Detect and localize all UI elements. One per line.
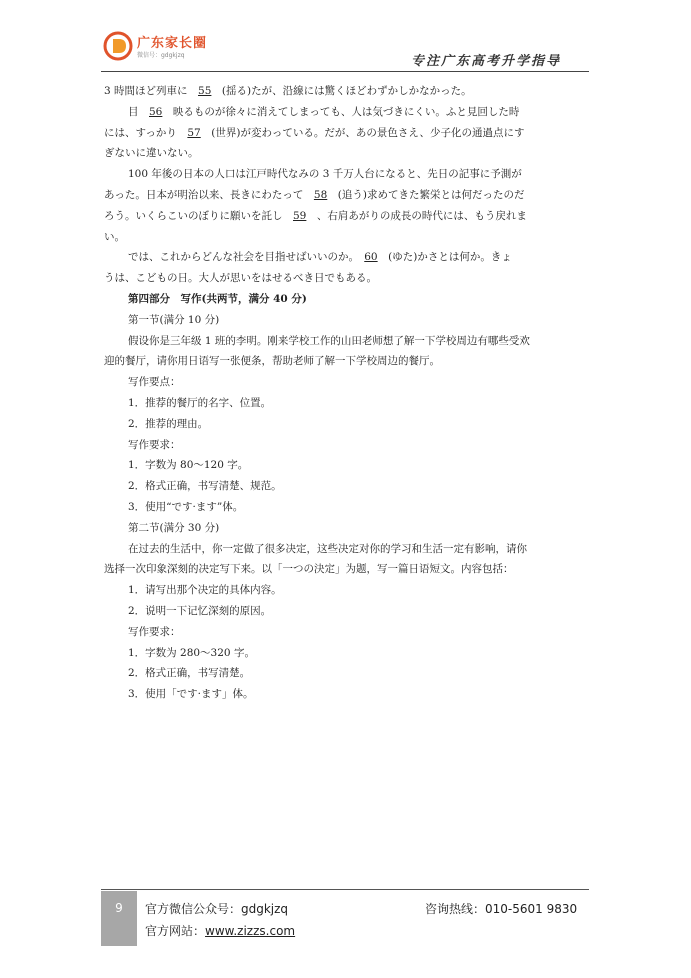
passage-line: ろう。いくらこいのぼりに願いを託し 59 、右肩あがりの成長の時代には、もう戻れま	[104, 209, 527, 222]
page-number: 9	[101, 891, 137, 946]
footer-wechat: 官方微信公众号：gdgkjzq	[145, 902, 289, 916]
list-item: 2．说明一下记忆深刻的原因。	[128, 604, 272, 617]
logo-text: 广东家长圈	[137, 36, 208, 51]
list-item: 1．字数为 280～320 字。	[128, 646, 255, 659]
footer-website	[145, 922, 295, 939]
passage-line: ぎないに違いない。	[104, 147, 199, 160]
task-text: 假设你是三年级 1 班的李明。刚来学校工作的山田老师想了解一下学校周边有哪些受欢	[128, 334, 530, 347]
passage-line: あった。日本が明治以来、長きにわたって 58 (追う)求めてきた繁栄とは何だったのだ	[104, 188, 525, 201]
blank-58: 58	[313, 188, 328, 201]
logo-subtext: 微信号：gdgkjzq	[137, 52, 185, 59]
passage-line: 目 56 映るものが徐々に消えてしまっても、人は気づきにくい。ふと見回した時	[128, 105, 520, 118]
subsection-heading: 第二节(满分 30 分)	[128, 521, 220, 534]
header-slogan: 专注广东高考升学指导	[411, 54, 562, 69]
list-item: 3．使用“です·ます”体。	[128, 500, 244, 513]
footer-hotline: 咨询热线：010-5601 9830	[425, 902, 578, 916]
requirements-label: 写作要求：	[128, 625, 181, 638]
passage-line: では、これからどんな社会を目指せばいいのか。 60 (ゆた)かさとは何か。きょ	[128, 251, 512, 264]
task-text: 选择一次印象深刻的决定写下来。以「一つの決定」为题，写一篇日语短文。内容包括：	[104, 563, 514, 576]
passage-line: い。	[104, 230, 125, 243]
list-item: 2．格式正确，书写清楚、规范。	[128, 480, 282, 493]
points-label: 写作要点：	[128, 376, 181, 389]
blank-60: 60	[364, 251, 378, 264]
list-item: 1．字数为 80～120 字。	[128, 459, 249, 472]
footer-divider	[101, 889, 589, 890]
section-heading: 第四部分 写作(共两节，满分 40 分)	[128, 292, 307, 305]
passage-line: には、すっかり 57 (世界)が変わっている。だが、あの景色さえ、少子化の通過点にす	[104, 126, 525, 139]
task-text: 迎的餐厅，请你用日语写一张便条，帮助老师了解一下学校周边的餐厅。	[104, 355, 440, 368]
blank-59: 59	[293, 209, 307, 222]
list-item: 3．使用「です·ます」体。	[128, 688, 254, 701]
passage-line: 3 時間ほど列車に 55 (揺る)たが、沿線には驚くほどわずかしかなかった。	[104, 85, 472, 97]
header-divider	[101, 71, 589, 72]
logo-icon	[103, 31, 133, 61]
blank-57: 57	[187, 126, 201, 139]
list-item: 2．格式正确，书写清楚。	[128, 667, 251, 680]
passage-line: うは、こどもの日。大人が思いをはせるべき日でもある。	[104, 272, 377, 285]
page-header	[0, 0, 691, 80]
passage-line: 100 年後の日本の人口は江戸時代なみの 3 千万人台になると、先日の記事に予測が	[128, 168, 522, 181]
footer-site-label: 官方网站：	[145, 924, 206, 938]
requirements-label: 写作要求：	[128, 438, 181, 451]
page-content	[104, 81, 590, 705]
blank-56: 56	[149, 105, 163, 118]
task-text: 在过去的生活中，你一定做了很多决定，这些决定对你的学习和生活一定有影响，请你	[128, 542, 527, 555]
footer-site-link[interactable]: www.zizzs.com	[205, 924, 296, 938]
list-item: 1．推荐的餐厅的名字、位置。	[128, 396, 272, 409]
list-item: 2．推荐的理由。	[128, 417, 209, 430]
list-item: 1．请写出那个决定的具体内容。	[128, 584, 282, 597]
subsection-heading: 第一节(满分 10 分)	[128, 313, 220, 326]
blank-55: 55	[198, 85, 212, 97]
